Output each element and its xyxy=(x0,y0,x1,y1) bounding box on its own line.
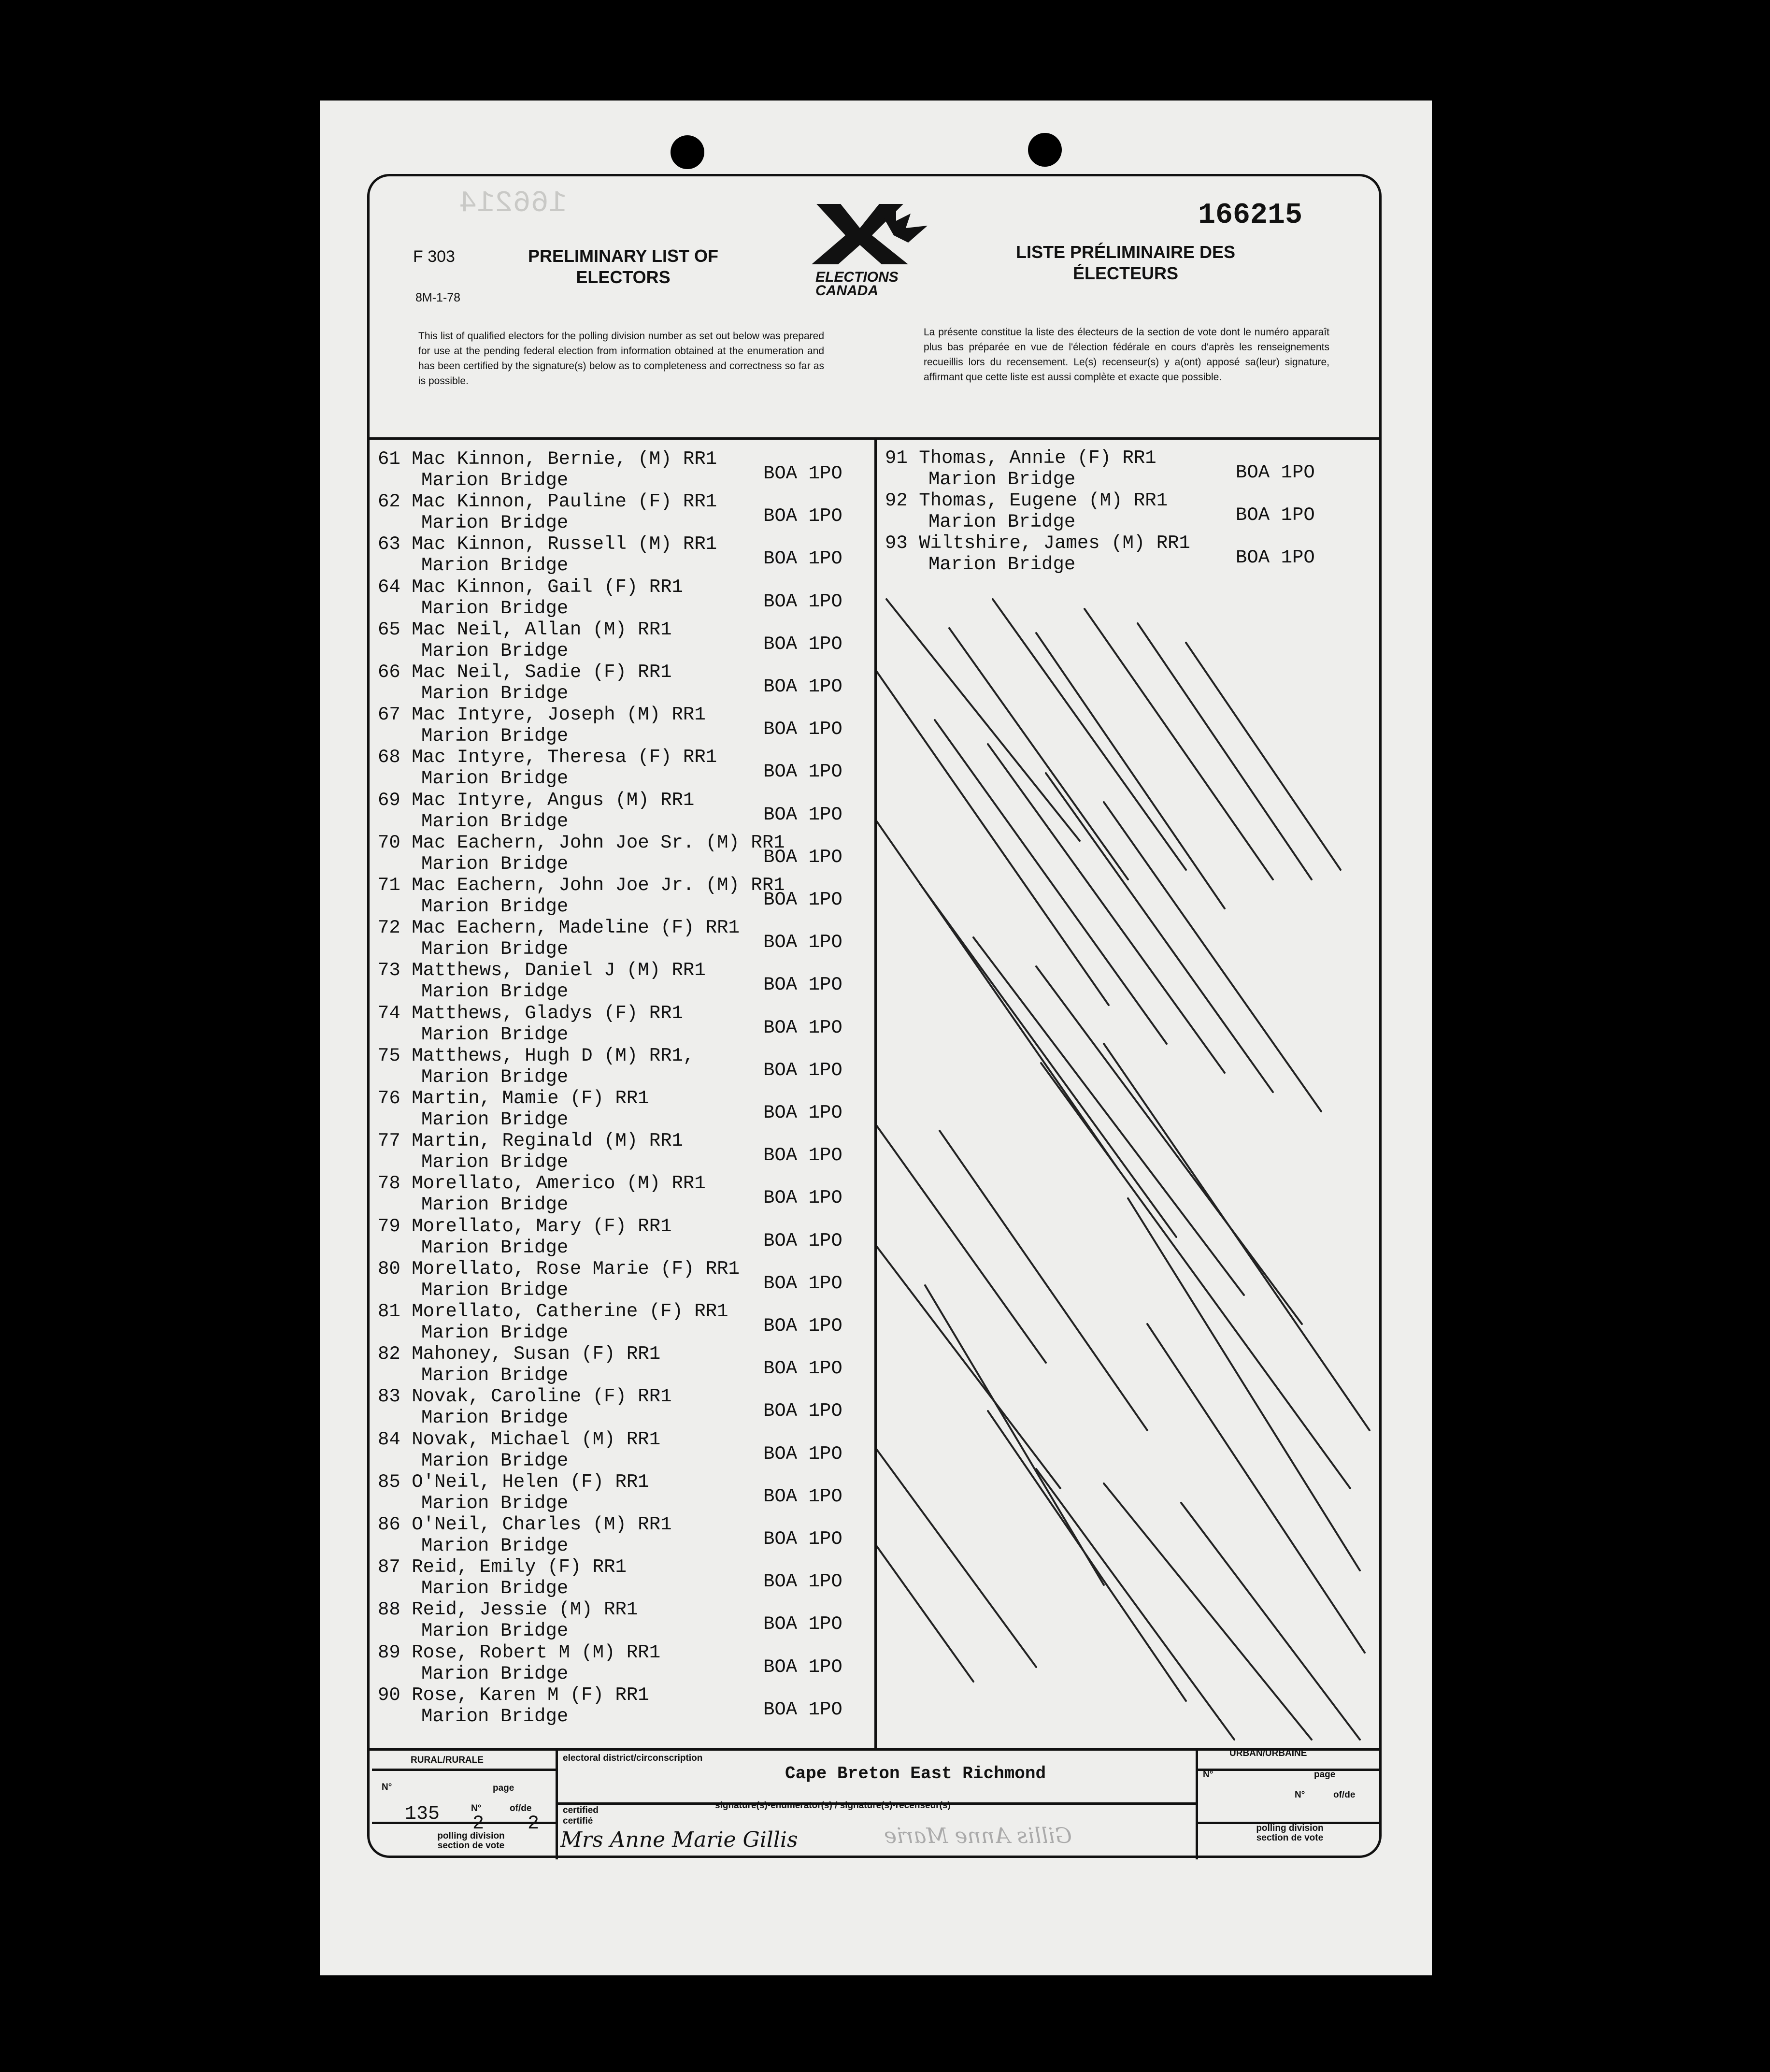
elector-entry xyxy=(378,1599,638,1641)
elector-number: 85 xyxy=(378,1471,400,1493)
elector-entry xyxy=(378,491,717,533)
elector-postal-code: BOA 1PO xyxy=(763,1187,842,1209)
elector-postal-code: BOA 1PO xyxy=(1236,462,1315,483)
elector-entry xyxy=(378,960,706,1002)
elector-postal-code: BOA 1PO xyxy=(763,1485,842,1507)
elector-entry xyxy=(378,533,717,576)
rural-of-label: of/de xyxy=(510,1803,532,1813)
elector-place: Marion Bridge xyxy=(421,1279,569,1301)
elector-place: Marion Bridge xyxy=(421,1194,569,1216)
elector-number: 63 xyxy=(378,533,400,555)
elector-name: Mahoney, Susan (F) RR1 xyxy=(412,1343,661,1365)
elector-name: Mac Kinnon, Bernie, (M) RR1 xyxy=(412,448,717,470)
elector-number: 84 xyxy=(378,1428,400,1450)
elector-place: Marion Bridge xyxy=(421,725,569,747)
elector-postal-code: BOA 1PO xyxy=(763,505,842,527)
elector-name: Thomas, Eugene (M) RR1 xyxy=(919,490,1168,512)
urban-no-label: N° xyxy=(1203,1770,1213,1780)
elector-postal-code: BOA 1PO xyxy=(1236,504,1315,526)
elector-entry xyxy=(378,1088,649,1130)
elector-name: Mac Neil, Allan (M) RR1 xyxy=(412,619,672,640)
elector-postal-code: BOA 1PO xyxy=(763,932,842,953)
elector-place: Marion Bridge xyxy=(421,1663,569,1684)
binder-hole-right xyxy=(1028,133,1062,167)
elector-name: Mac Kinnon, Pauline (F) RR1 xyxy=(412,491,717,513)
elector-number: 77 xyxy=(378,1130,400,1152)
elector-number: 66 xyxy=(378,662,400,683)
urban-of-label: of/de xyxy=(1333,1790,1356,1800)
elector-place: Marion Bridge xyxy=(928,554,1076,576)
elector-number: 73 xyxy=(378,960,400,981)
elector-entry xyxy=(378,1343,660,1386)
elector-entry xyxy=(378,1003,683,1045)
elector-entry xyxy=(885,490,1168,532)
elector-number: 83 xyxy=(378,1386,400,1408)
enumerator-signature-1: Mrs Anne Marie Gillis xyxy=(560,1827,798,1852)
elector-name: Morellato, Americo (M) RR1 xyxy=(412,1173,706,1194)
elector-postal-code: BOA 1PO xyxy=(1236,547,1315,569)
cancellation-strokes xyxy=(877,570,1379,1744)
elector-entry xyxy=(378,1173,706,1215)
elector-number: 89 xyxy=(378,1641,400,1663)
elector-place: Marion Bridge xyxy=(928,511,1076,533)
rural-label-rule xyxy=(372,1769,556,1771)
elector-entry xyxy=(378,1514,672,1556)
polling-label-rural: polling division section de vote xyxy=(437,1831,505,1851)
elector-entry xyxy=(378,1684,649,1727)
signature-label: signature(s)-enumerator(s) / signature(s)-recenseur(s) xyxy=(715,1800,951,1811)
elector-name: Martin, Reginald (M) RR1 xyxy=(412,1130,683,1152)
elector-place: Marion Bridge xyxy=(421,896,569,917)
elector-postal-code: BOA 1PO xyxy=(763,1145,842,1166)
elector-postal-code: BOA 1PO xyxy=(763,633,842,655)
elector-place: Marion Bridge xyxy=(421,938,569,960)
elector-place: Marion Bridge xyxy=(421,1705,569,1727)
elector-postal-code: BOA 1PO xyxy=(763,590,842,612)
elector-name: Thomas, Annie (F) RR1 xyxy=(919,447,1156,469)
elector-number: 91 xyxy=(885,447,908,469)
page-number: 2 xyxy=(472,1813,485,1835)
elector-entry xyxy=(378,704,706,747)
elector-number: 92 xyxy=(885,490,908,512)
district-label: electoral district/circonscription xyxy=(563,1753,703,1763)
polling-number: 135 xyxy=(405,1803,440,1825)
elector-name: Mac Intyre, Joseph (M) RR1 xyxy=(412,704,706,726)
elector-postal-code: BOA 1PO xyxy=(763,889,842,910)
footer-top-rule xyxy=(370,1748,1379,1751)
elector-number: 74 xyxy=(378,1002,400,1024)
elector-number: 81 xyxy=(378,1301,400,1322)
elector-number: 68 xyxy=(378,747,400,768)
elector-place: Marion Bridge xyxy=(421,1151,569,1173)
elector-entry xyxy=(378,1216,672,1258)
elector-place: Marion Bridge xyxy=(421,640,569,662)
elector-postal-code: BOA 1PO xyxy=(763,463,842,484)
elector-name: Rose, Robert M (M) RR1 xyxy=(412,1641,661,1663)
elector-name: Reid, Jessie (M) RR1 xyxy=(412,1599,638,1621)
elector-entry xyxy=(378,1471,649,1514)
elector-entry xyxy=(885,447,1156,490)
title-english: PRELIMINARY LIST OF ELECTORS xyxy=(528,246,718,287)
urban-label-rule xyxy=(1198,1769,1379,1771)
elector-name: Mac Intyre, Theresa (F) RR1 xyxy=(412,747,717,768)
certified-label: certified certifié xyxy=(563,1805,599,1826)
elector-entry xyxy=(378,662,672,704)
elector-postal-code: BOA 1PO xyxy=(763,1230,842,1252)
elector-place: Marion Bridge xyxy=(421,1620,569,1642)
footer-urban-divider xyxy=(1196,1748,1198,1859)
elector-postal-code: BOA 1PO xyxy=(763,1059,842,1081)
elector-postal-code: BOA 1PO xyxy=(763,1358,842,1380)
elector-entry xyxy=(378,1386,672,1428)
elector-name: Morellato, Mary (F) RR1 xyxy=(412,1215,672,1237)
elector-place: Marion Bridge xyxy=(421,1365,569,1386)
intro-french: La présente constitue la liste des électeurs de la section de vote dont le numéro apparaît plus bas préparée en vue de l'élection fédérale en cours d'après les renseignements recueillis lors du recensement. Le(s) recenseur(s) y a(ont) apposé sa(leur) signature, affirmant que cette liste est aussi complète et exacte que possible. xyxy=(924,327,1329,383)
elector-name: Martin, Mamie (F) RR1 xyxy=(412,1088,649,1109)
elector-postal-code: BOA 1PO xyxy=(763,761,842,783)
elector-place: Marion Bridge xyxy=(421,555,569,576)
elector-place: Marion Bridge xyxy=(421,1578,569,1599)
elector-entry xyxy=(378,917,740,960)
elector-place: Marion Bridge xyxy=(421,683,569,704)
elector-number: 88 xyxy=(378,1599,400,1621)
elector-name: Mac Eachern, John Joe Jr. (M) RR1 xyxy=(412,875,785,896)
elector-name: Reid, Emily (F) RR1 xyxy=(412,1556,627,1578)
district-value: Cape Breton East Richmond xyxy=(785,1764,1046,1784)
elector-place: Marion Bridge xyxy=(928,469,1076,490)
serial-number: 166215 xyxy=(1198,199,1303,232)
elector-postal-code: BOA 1PO xyxy=(763,1443,842,1465)
elector-place: Marion Bridge xyxy=(421,810,569,832)
elector-name: O'Neil, Charles (M) RR1 xyxy=(412,1514,672,1535)
elector-name: Novak, Caroline (F) RR1 xyxy=(412,1386,672,1408)
elector-entry xyxy=(378,1258,740,1301)
elector-place: Marion Bridge xyxy=(421,981,569,1003)
elector-name: Mac Kinnon, Russell (M) RR1 xyxy=(412,533,717,555)
page-total: 2 xyxy=(528,1813,540,1835)
elector-entry xyxy=(378,1045,694,1088)
polling-label-urban: polling division section de vote xyxy=(1256,1823,1324,1843)
elector-name: Novak, Michael (M) RR1 xyxy=(412,1428,661,1450)
elector-number: 80 xyxy=(378,1258,400,1280)
elector-number: 67 xyxy=(378,704,400,726)
elector-postal-code: BOA 1PO xyxy=(763,804,842,825)
elector-number: 72 xyxy=(378,917,400,939)
rural-page-label: page xyxy=(493,1783,514,1793)
rural-label: RURAL/RURALE xyxy=(411,1755,484,1765)
elector-name: Mac Eachern, Madeline (F) RR1 xyxy=(412,917,740,939)
elector-postal-code: BOA 1PO xyxy=(763,1698,842,1720)
elector-name: Matthews, Daniel J (M) RR1 xyxy=(412,960,706,981)
elector-name: Morellato, Catherine (F) RR1 xyxy=(412,1301,728,1322)
elector-name: O'Neil, Helen (F) RR1 xyxy=(412,1471,649,1493)
elector-postal-code: BOA 1PO xyxy=(763,974,842,996)
title-french: LISTE PRÉLIMINAIRE DES ÉLECTEURS xyxy=(1015,242,1236,283)
faint-serial-number: 166214 xyxy=(459,186,567,220)
elector-postal-code: BOA 1PO xyxy=(763,1656,842,1678)
elector-postal-code: BOA 1PO xyxy=(763,1528,842,1550)
elector-entry xyxy=(378,1642,660,1684)
elector-postal-code: BOA 1PO xyxy=(763,1613,842,1635)
elector-number: 82 xyxy=(378,1343,400,1365)
elector-entry xyxy=(378,790,694,832)
elector-number: 71 xyxy=(378,875,400,896)
elector-place: Marion Bridge xyxy=(421,470,569,491)
elector-postal-code: BOA 1PO xyxy=(763,1315,842,1337)
elector-name: Mac Eachern, John Joe Sr. (M) RR1 xyxy=(412,832,785,853)
elector-place: Marion Bridge xyxy=(421,1023,569,1045)
elector-place: Marion Bridge xyxy=(421,1450,569,1471)
elector-number: 86 xyxy=(378,1514,400,1535)
elector-place: Marion Bridge xyxy=(421,1535,569,1556)
elector-number: 65 xyxy=(378,619,400,640)
elector-entry xyxy=(378,576,683,619)
elector-number: 61 xyxy=(378,448,400,470)
elector-entry xyxy=(378,747,717,789)
elector-name: Rose, Karen M (F) RR1 xyxy=(412,1684,649,1706)
elector-name: Wiltshire, James (M) RR1 xyxy=(919,532,1190,554)
elector-postal-code: BOA 1PO xyxy=(763,1400,842,1422)
elector-number: 87 xyxy=(378,1556,400,1578)
elector-entry xyxy=(378,448,717,491)
elector-entry xyxy=(378,1130,683,1173)
elector-postal-code: BOA 1PO xyxy=(763,846,842,868)
elector-postal-code: BOA 1PO xyxy=(763,1017,842,1038)
elector-place: Marion Bridge xyxy=(421,1237,569,1258)
elector-entry xyxy=(378,1301,728,1343)
logo-text-elections: ELECTIONS xyxy=(815,269,899,285)
elector-postal-code: BOA 1PO xyxy=(763,676,842,697)
elector-number: 69 xyxy=(378,789,400,811)
form-date-code: 8M-1-78 xyxy=(415,291,461,304)
elector-name: Matthews, Gladys (F) RR1 xyxy=(412,1002,683,1024)
rural-no-label: N° xyxy=(382,1782,392,1792)
elector-postal-code: BOA 1PO xyxy=(763,1102,842,1123)
binder-hole-left xyxy=(671,135,704,169)
elector-name: Matthews, Hugh D (M) RR1, xyxy=(412,1045,695,1066)
elector-postal-code: BOA 1PO xyxy=(763,1571,842,1593)
elector-name: Morellato, Rose Marie (F) RR1 xyxy=(412,1258,740,1280)
urban-no-label-2: N° xyxy=(1295,1790,1305,1800)
elector-place: Marion Bridge xyxy=(421,512,569,534)
elector-entry xyxy=(885,532,1190,575)
form-number: F 303 xyxy=(413,247,455,266)
elector-number: 62 xyxy=(378,491,400,513)
elector-place: Marion Bridge xyxy=(421,1322,569,1343)
elector-place: Marion Bridge xyxy=(421,1109,569,1130)
elector-number: 75 xyxy=(378,1045,400,1066)
enumerator-signature-2: Gillis Anne Marie xyxy=(884,1824,1072,1848)
elector-postal-code: BOA 1PO xyxy=(763,1272,842,1294)
elector-number: 79 xyxy=(378,1215,400,1237)
elector-entry xyxy=(378,832,785,875)
urban-label: URBAN/URBAINE xyxy=(1229,1748,1307,1758)
elector-place: Marion Bridge xyxy=(421,597,569,619)
elector-name: Mac Intyre, Angus (M) RR1 xyxy=(412,789,695,811)
urban-page-label: page xyxy=(1314,1770,1336,1780)
logo-text-canada: CANADA xyxy=(815,283,878,299)
rural-no-label-2: N° xyxy=(471,1803,482,1813)
intro-english: This list of qualified electors for the polling division number as set out below was prepared for use at the pending federal election from information obtained at the enumeration and has been certified by the signature(s) below as to completeness and correctness so far as is possible. xyxy=(418,331,824,387)
elector-place: Marion Bridge xyxy=(421,1066,569,1088)
elector-postal-code: BOA 1PO xyxy=(763,719,842,740)
elector-name: Mac Neil, Sadie (F) RR1 xyxy=(412,662,672,683)
elector-entry xyxy=(378,619,672,662)
elector-number: 90 xyxy=(378,1684,400,1706)
elector-postal-code: BOA 1PO xyxy=(763,548,842,570)
elector-number: 93 xyxy=(885,532,908,554)
elector-number: 70 xyxy=(378,832,400,853)
elector-entry xyxy=(378,1556,627,1599)
elector-place: Marion Bridge xyxy=(421,853,569,875)
elector-number: 76 xyxy=(378,1088,400,1109)
elector-place: Marion Bridge xyxy=(421,1407,569,1429)
elector-name: Mac Kinnon, Gail (F) RR1 xyxy=(412,576,683,598)
elections-canada-logo-icon xyxy=(812,199,937,267)
elector-number: 78 xyxy=(378,1173,400,1194)
elector-number: 64 xyxy=(378,576,400,598)
elector-entry xyxy=(378,1429,660,1471)
elector-place: Marion Bridge xyxy=(421,768,569,790)
elector-place: Marion Bridge xyxy=(421,1492,569,1514)
elector-entry xyxy=(378,875,785,917)
